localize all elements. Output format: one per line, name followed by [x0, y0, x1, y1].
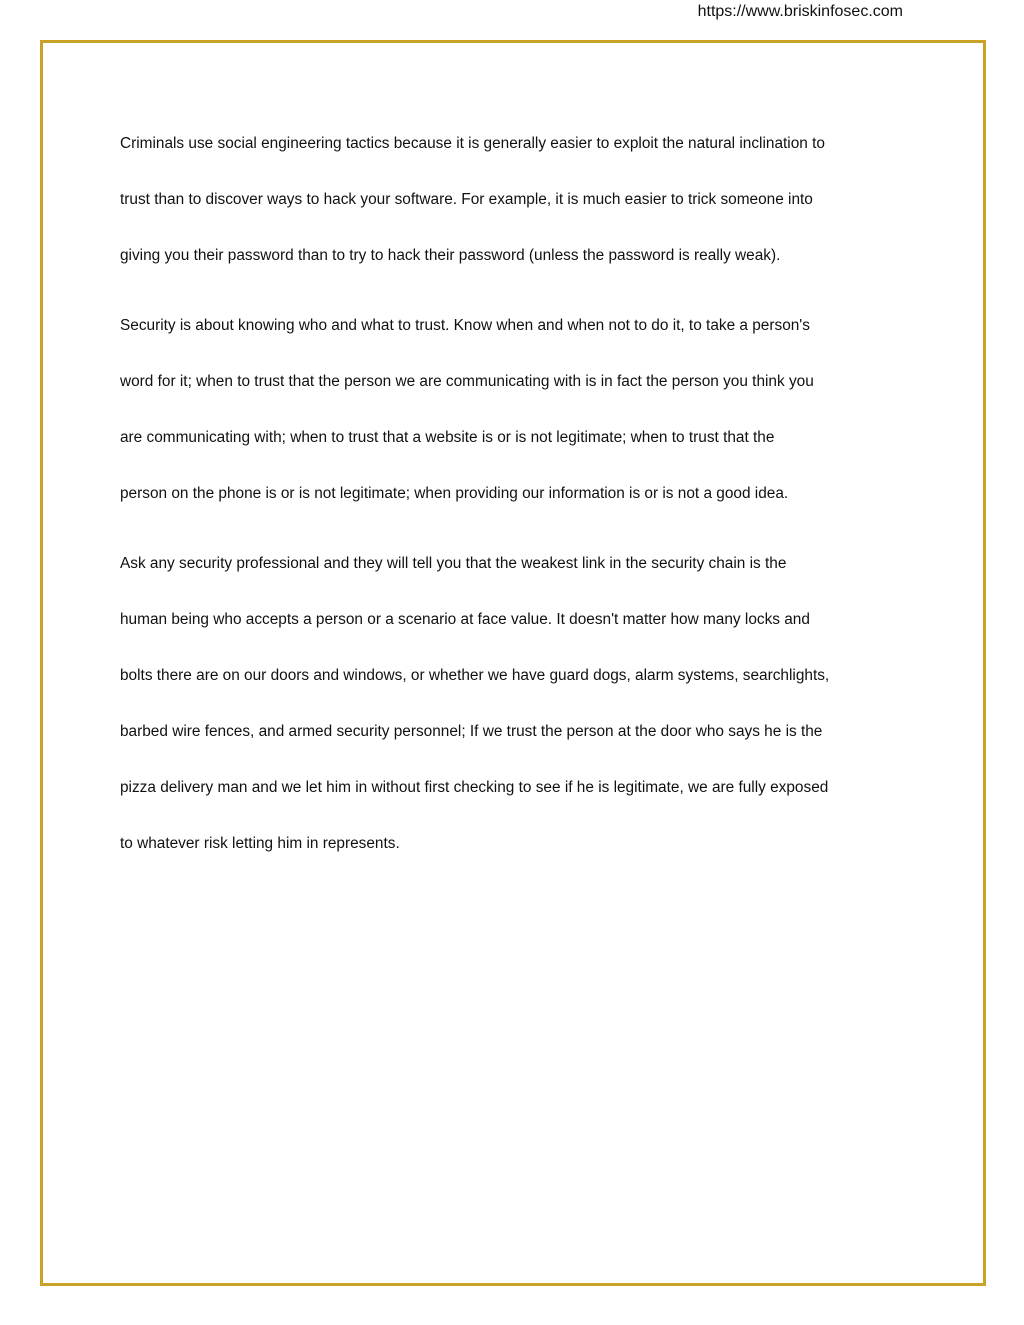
document-body: [120, 116, 915, 872]
paragraph-line: Ask any security professional and they will tell you that the weakest link in the security chain is the: [120, 555, 787, 572]
paragraph-line: barbed wire fences, and armed security personnel; If we trust the person at the door who says he is the: [120, 723, 823, 740]
paragraph-line: pizza delivery man and we let him in without first checking to see if he is legitimate, we are fully exposed: [120, 779, 829, 796]
paragraph-line: giving you their password than to try to hack their password (unless the password is really weak).: [120, 247, 781, 264]
header-url: https://www.briskinfosec.com: [697, 3, 903, 20]
paragraph-line: person on the phone is or is not legitimate; when providing our information is or is not a good idea.: [120, 485, 789, 502]
paragraph-line: Criminals use social engineering tactics because it is generally easier to exploit the natural inclination to: [120, 135, 825, 152]
paragraph-1: [120, 116, 915, 284]
paragraph-line: word for it; when to trust that the person we are communicating with is in fact the person you think you: [120, 373, 814, 390]
paragraph-line: Security is about knowing who and what to trust. Know when and when not to do it, to take a person's: [120, 317, 810, 334]
paragraph-line: human being who accepts a person or a scenario at face value. It doesn't matter how many locks and: [120, 611, 810, 628]
paragraph-line: to whatever risk letting him in represents.: [120, 835, 400, 852]
paragraph-2: [120, 298, 915, 522]
paragraph-line: are communicating with; when to trust that a website is or is not legitimate; when to trust that the: [120, 429, 775, 446]
paragraph-3: [120, 536, 915, 872]
paragraph-line: trust than to discover ways to hack your software. For example, it is much easier to trick someone into: [120, 191, 813, 208]
paragraph-line: bolts there are on our doors and windows, or whether we have guard dogs, alarm systems, searchlights,: [120, 667, 830, 684]
